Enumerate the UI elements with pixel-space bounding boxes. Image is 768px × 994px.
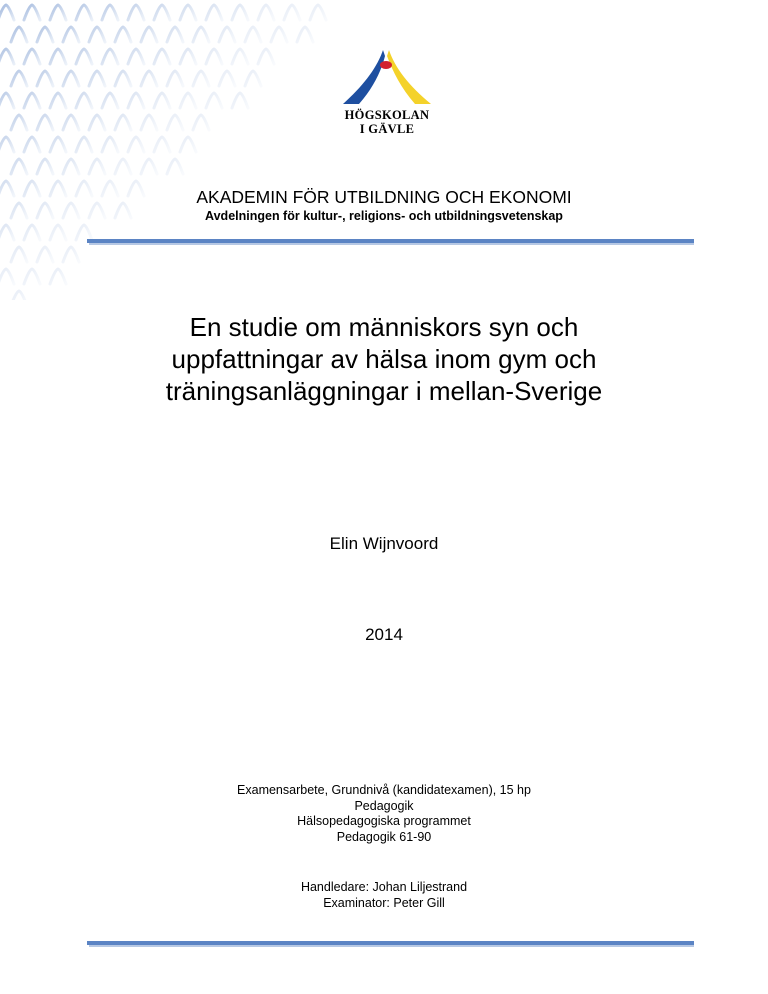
pattern-figure: [11, 159, 27, 174]
hogskolan-i-gavle-logo: [333, 48, 441, 138]
thesis-title: [0, 311, 768, 407]
logo-text-line-2: I GÄVLE: [359, 122, 415, 136]
pattern-figure: [89, 71, 105, 86]
pattern-figure: [37, 159, 53, 174]
pattern-figure: [50, 49, 66, 64]
pattern-figure: [0, 49, 14, 64]
bottom-divider: [87, 941, 694, 947]
pattern-figure: [141, 115, 157, 130]
pattern-figure: [219, 71, 235, 86]
supervision-info: [0, 880, 768, 911]
pattern-figure: [115, 115, 131, 130]
department-name: Avdelningen för kultur-, religions- och utbildningsvetenskap: [205, 209, 563, 223]
pattern-figure: [76, 49, 92, 64]
pattern-figure: [50, 269, 66, 284]
pattern-figure: [310, 5, 326, 20]
pattern-figure: [37, 247, 53, 262]
pattern-figure: [89, 115, 105, 130]
pattern-figure: [11, 71, 27, 86]
degree-level: Examensarbete, Grundnivå (kandidatexamen), 15 hp: [237, 783, 531, 797]
pattern-figure: [206, 93, 222, 108]
decorative-corner-pattern: [0, 0, 330, 300]
pattern-figure: [193, 115, 209, 130]
pattern-figure: [167, 27, 183, 42]
thesis-details: [0, 783, 768, 845]
pattern-figure: [50, 137, 66, 152]
pattern-figure: [24, 225, 40, 240]
pattern-figure: [102, 5, 118, 20]
pattern-figure: [141, 71, 157, 86]
pattern-figure: [245, 71, 261, 86]
pattern-figure: [115, 71, 131, 86]
pattern-figure: [271, 27, 287, 42]
faculty-name: AKADEMIN FÖR UTBILDNING OCH EKONOMI: [196, 187, 572, 207]
author-name: Elin Wijnvoord: [329, 534, 439, 553]
pattern-figure: [0, 93, 14, 108]
pattern-figure: [102, 49, 118, 64]
pattern-figure: [76, 137, 92, 152]
pattern-figure: [128, 5, 144, 20]
pattern-figure: [63, 247, 79, 262]
pattern-figure: [0, 225, 14, 240]
pattern-figure: [63, 27, 79, 42]
pattern-figure: [180, 49, 196, 64]
pattern-figure: [24, 5, 40, 20]
pattern-figure: [50, 93, 66, 108]
pattern-figure: [284, 5, 300, 20]
pattern-figure: [24, 269, 40, 284]
pattern-figure: [37, 115, 53, 130]
programme: Hälsopedagogiska programmet: [297, 814, 471, 828]
pattern-figure: [102, 93, 118, 108]
pattern-figure: [76, 5, 92, 20]
pattern-figure: [154, 137, 170, 152]
pattern-figure: [297, 27, 313, 42]
pattern-figure: [11, 247, 27, 262]
pattern-figure: [89, 159, 105, 174]
pattern-figure: [193, 71, 209, 86]
pattern-figure: [141, 27, 157, 42]
pattern-figure: [167, 159, 183, 174]
pattern-figure: [128, 49, 144, 64]
pattern-figure: [11, 115, 27, 130]
pattern-figure: [63, 115, 79, 130]
pattern-figure: [24, 93, 40, 108]
pattern-figure: [232, 93, 248, 108]
title-line-3: träningsanläggningar i mellan-Sverige: [165, 376, 603, 406]
pattern-figure: [206, 5, 222, 20]
pattern-figure: [167, 115, 183, 130]
pattern-figure: [128, 137, 144, 152]
pattern-figure: [180, 93, 196, 108]
pattern-figure: [154, 5, 170, 20]
pattern-figure: [128, 93, 144, 108]
publication-year: 2014: [365, 625, 403, 644]
pattern-figure: [115, 159, 131, 174]
pattern-figure: [102, 137, 118, 152]
examiner: Examinator: Peter Gill: [323, 895, 445, 910]
supervisor: Handledare: Johan Liljestrand: [300, 880, 468, 894]
pattern-figure: [76, 93, 92, 108]
pattern-figure: [37, 27, 53, 42]
pattern-figure: [76, 225, 92, 240]
logo-text-line-1: HÖGSKOLAN: [344, 108, 430, 122]
pattern-figure: [245, 27, 261, 42]
pattern-figure: [258, 5, 274, 20]
pattern-figure: [167, 71, 183, 86]
pattern-figure: [180, 5, 196, 20]
pattern-figure: [180, 137, 196, 152]
course: Pedagogik 61-90: [336, 829, 432, 844]
pattern-figure: [24, 137, 40, 152]
title-line-2: uppfattningar av hälsa inom gym och: [171, 344, 597, 374]
pattern-figure: [11, 27, 27, 42]
top-divider: [87, 239, 694, 245]
pattern-figure: [0, 137, 14, 152]
pattern-figure: [11, 291, 27, 300]
pattern-figure: [63, 159, 79, 174]
pattern-figure: [219, 27, 235, 42]
pattern-figure: [89, 27, 105, 42]
pattern-figure: [154, 49, 170, 64]
pattern-figure: [232, 49, 248, 64]
pattern-figure: [50, 225, 66, 240]
title-line-1: En studie om människors syn och: [189, 312, 579, 342]
university-emblem-icon: [333, 48, 441, 106]
pattern-figure: [50, 5, 66, 20]
pattern-figure: [63, 71, 79, 86]
pattern-figure: [193, 27, 209, 42]
pattern-figure: [24, 49, 40, 64]
pattern-figure: [206, 49, 222, 64]
subject: Pedagogik: [354, 798, 414, 813]
pattern-figure: [0, 5, 14, 20]
pattern-figure: [141, 159, 157, 174]
pattern-figure: [154, 93, 170, 108]
pattern-figure: [258, 49, 274, 64]
pattern-figure: [232, 5, 248, 20]
pattern-figure: [0, 269, 14, 284]
pattern-figure: [115, 27, 131, 42]
pattern-figure: [37, 71, 53, 86]
